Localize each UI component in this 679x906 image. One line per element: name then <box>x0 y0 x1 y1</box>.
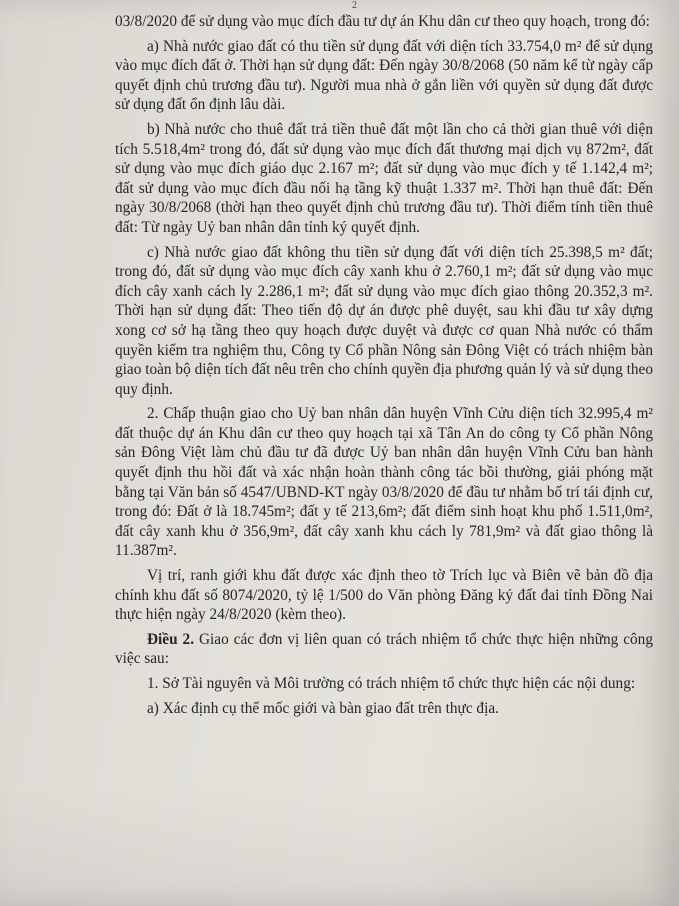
clause-c-paragraph: c) Nhà nước giao đất không thu tiền sử dụng đất với diện tích 25.398,5 m² đất; trong đó, đất sử dụng vào mục đích cây xanh khu ở 2.760,1 m²; đất sử dụng vào mục đích cây xanh cách ly 2.286,1 m²; đất sử dụng vào mục đích giao thông 20.352,3 m². Thời hạn sử dụng đất: Theo tiến độ dự án được phê duyệt, sau khi đầu tư xây dựng xong cơ sở hạ tầng theo quy hoạch được duyệt và được cơ quan Nhà nước có thẩm quyền kiểm tra nghiệm thu, Công ty Cổ phần Nông sản Đông Việt có trách nhiệm bàn giao toàn bộ diện tích đất nêu trên cho chính quyền địa phương quản lý và sử dụng theo quy định. <box>115 243 653 398</box>
clause-a-paragraph: a) Nhà nước giao đất có thu tiền sử dụng đất với diện tích 33.754,0 m² để sử dụng vào mục đích đất ở. Thời hạn sử dụng đất: Đến ngày 30/8/2068 (50 năm kể từ ngày cấp quyết định chủ trương đầu tư). Người mua nhà ở gắn liền với quyền sử dụng đất được sử dụng đất ổn định lâu dài. <box>115 37 653 114</box>
item-2-paragraph: 2. Chấp thuận giao cho Uỷ ban nhân dân huyện Vĩnh Cửu diện tích 32.995,4 m² đất thuộc dự án Khu dân cư theo quy hoạch tại xã Tân An do công ty Cổ phần Nông sản Đông Việt làm chủ đầu tư đã được Uỷ ban nhân dân huyện Vĩnh Cửu ban hành quyết định thu hồi đất và xác nhận hoàn thành công tác bồi thường, giải phóng mặt bằng tại Văn bản số 4547/UBND-KT ngày 03/8/2020 để đầu tư nhằm bố trí tái định cư, trong đó: Đất ở là 18.745m²; đất y tế 213,6m²; đất điểm sinh hoạt khu phố 1.511,0m², đất cây xanh khu ở 356,9m², đất cây xanh khu cách ly 781,9m² và đất giao thông là 11.387m². <box>115 405 653 560</box>
document-body <box>115 12 653 718</box>
article-2-paragraph <box>115 630 653 669</box>
page-shadow <box>0 786 679 906</box>
article-2-heading: Điều 2. <box>147 630 195 648</box>
item-1a-paragraph: a) Xác định cụ thể mốc giới và bàn giao đất trên thực địa. <box>147 699 499 717</box>
location-paragraph: Vị trí, ranh giới khu đất được xác định theo tờ Trích lục và Biên vẽ bản đồ địa chính khu đất số 8074/2020, tỷ lệ 1/500 do Văn phòng Đăng ký đất đai tỉnh Đồng Nai thực hiện ngày 24/8/2020 (kèm theo). <box>115 567 653 624</box>
clause-b-paragraph: b) Nhà nước cho thuê đất trả tiền thuê đất một lần cho cả thời gian thuê với diện tích 5.518,4m² trong đó, đất sử dụng vào mục đích đất thương mại dịch vụ 872m², đất sử dụng vào mục đích giáo dục 2.167 m²; đất sử dụng vào mục đích y tế 1.142,4 m²; đất sử dụng vào mục đích đầu nối hạ tầng kỹ thuật 1.337 m². Thời hạn thuê đất: Đến ngày 30/8/2068 (thời hạn theo quyết định chủ trương đầu tư). Thời điểm tính tiền thuê đất: Từ ngày Uỷ ban nhân dân tỉnh ký quyết định. <box>115 120 653 236</box>
article-2-text: Giao các đơn vị liên quan có trách nhiệm tổ chức thực hiện những công việc sau: <box>115 630 653 668</box>
item-1-paragraph: 1. Sở Tài nguyên và Môi trường có trách nhiệm tổ chức thực hiện các nội dung: <box>147 675 636 692</box>
page-number: 2 <box>352 0 357 11</box>
intro-paragraph: 03/8/2020 để sử dụng vào mục đích đầu tư dự án Khu dân cư theo quy hoạch, trong đó: <box>115 13 650 30</box>
